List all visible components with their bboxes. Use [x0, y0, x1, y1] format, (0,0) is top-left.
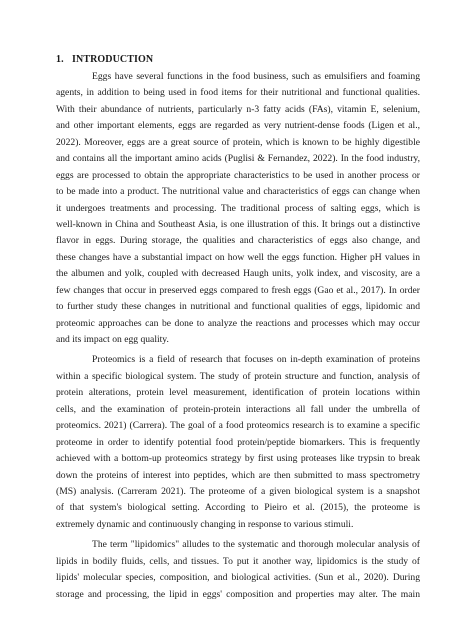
paragraph-line: protein alterations, protein level measurement, identification of protein locations within: [56, 387, 420, 399]
paragraph-eggs: [56, 69, 420, 348]
paragraph-line: achieved with a bottom-up proteomics strategy by first using proteases like trypsin to break: [56, 453, 420, 465]
paragraph-line: extremely dynamic and continuously changing in response to various stimuli.: [56, 518, 354, 530]
paragraph-line: proteomics. 2021) (Carrera). The goal of a food proteomics research is to examine a specific: [56, 420, 420, 432]
paragraph-line: The term "lipidomics" alludes to the systematic and thorough molecular analysis of: [92, 539, 420, 551]
paragraph-line: within a specific biological system. The study of protein structure and function, analysis of: [56, 370, 420, 382]
section-title: INTRODUCTION: [72, 54, 154, 65]
paragraph-line: cells, and the examination of protein-protein interactions all fall under the umbrella of: [56, 403, 420, 415]
paragraph-line: to further study these changes in nutritional and functional qualities of eggs, lipidomic and: [56, 301, 420, 313]
paragraph-line: proteomic approaches can be done to analyze the reactions and processes which may occur: [56, 317, 420, 329]
paragraph-line: proteome in order to identify potential food protein/peptide biomarkers. This is frequently: [56, 436, 420, 448]
paragraph-line: Eggs have several functions in the food business, such as emulsifiers and foaming: [92, 71, 420, 82]
paragraph-line: 2022). Moreover, eggs are a great source of protein, which is known to be highly digestible: [56, 136, 420, 148]
paragraph-line: well-known in China and Southeast Asia, is one illustration of this. It brings out a distinctive: [56, 218, 420, 230]
paragraph-line: and other important elements, eggs are regarded as very nutrient-dense foods (Ligen et al.,: [56, 120, 420, 132]
paragraph-line: (MS) analysis. (Carreram 2021). The proteome of a given biological system is a snapshot: [56, 485, 420, 497]
paragraph-line: and its impact on egg quality.: [56, 334, 169, 345]
paragraph-line: few changes that occur in preserved eggs compared to fresh eggs (Gao et al., 2017). In order: [56, 284, 420, 296]
paragraph-line: storage and processing, the lipid in eggs' composition and properties may alter. The main: [56, 588, 420, 600]
paragraph-line: eggs are processed to obtain the appropriate characteristics to be used in another process or: [56, 169, 420, 181]
body-text: [56, 69, 420, 603]
paragraph-line: agents, in addition to being used in food items for their nutritional and functional qualities.: [56, 87, 420, 99]
paragraph-line: the albumen and yolk, coupled with decreased Haugh units, yolk index, and viscosity, are a: [56, 268, 420, 280]
paragraph-line: it undergoes treatments and processing. The traditional process of salting eggs, which is: [56, 202, 420, 214]
paragraph-line: lipids' molecular species, composition, and biological activities. (Sun et al., 2020). During: [56, 572, 420, 584]
paragraph-line: flavor in eggs. During storage, the qualities and characteristics of eggs also change, and: [56, 235, 420, 247]
paragraph-proteomics: [56, 352, 420, 533]
section-heading: [56, 54, 153, 65]
paragraph-line: of that system's biological setting. According to Pieiro et al. (2015), the proteome is: [56, 502, 420, 514]
paragraph-line: and contains all the important amino acids (Puglisi & Fernandez, 2022). In the food industry,: [56, 153, 420, 165]
paragraph-line: lipids in bodily fluids, cells, and tissues. To put it another way, lipidomics is the study of: [56, 555, 420, 567]
section-number: 1.: [56, 54, 64, 65]
paragraph-line: Proteomics is a field of research that focuses on in-depth examination of proteins: [92, 354, 420, 366]
paragraph-line: With their abundance of nutrients, particularly n-3 fatty acids (FAs), vitamin E, selenium,: [56, 103, 420, 115]
paragraph-line: to be made into a product. The nutritional value and characteristics of eggs can change when: [56, 186, 420, 198]
paragraph-lipidomics: [56, 537, 420, 603]
paragraph-line: these changes have a substantial impact on how well the eggs function. Higher pH values in: [56, 251, 420, 263]
paragraph-line: down the proteins of interest into peptides, which are then submitted to mass spectrometry: [56, 469, 420, 481]
